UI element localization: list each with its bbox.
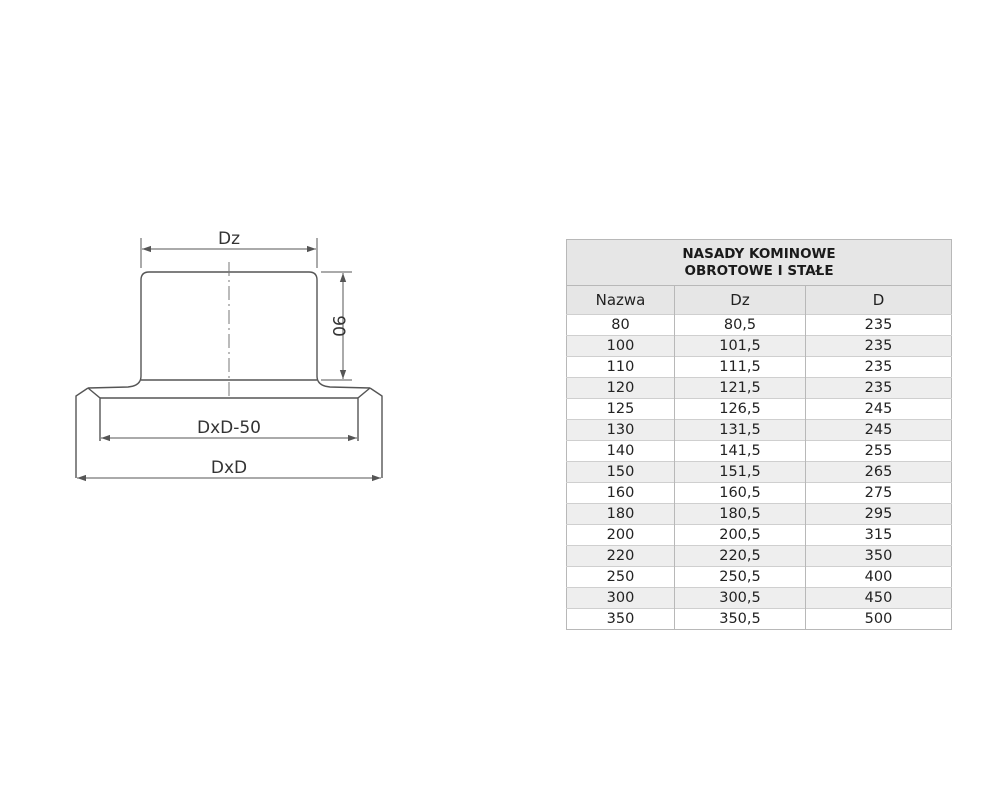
cell-nazwa: 150	[567, 462, 675, 483]
cell-dz: 141,5	[675, 441, 806, 462]
cell-d: 500	[806, 609, 952, 630]
cell-dz: 101,5	[675, 336, 806, 357]
table-title	[567, 240, 952, 286]
cell-nazwa: 220	[567, 546, 675, 567]
cell-dz: 300,5	[675, 588, 806, 609]
cell-nazwa: 300	[567, 588, 675, 609]
cell-d: 265	[806, 462, 952, 483]
cell-dz: 121,5	[675, 378, 806, 399]
table-title-line1: NASADY KOMINOWE	[682, 246, 836, 262]
cell-d: 235	[806, 357, 952, 378]
cell-nazwa: 250	[567, 567, 675, 588]
cell-d: 235	[806, 336, 952, 357]
cell-nazwa: 180	[567, 504, 675, 525]
table-row	[567, 588, 952, 609]
cell-nazwa: 160	[567, 483, 675, 504]
table-row	[567, 483, 952, 504]
table-title-line2: OBROTOWE I STAŁE	[684, 263, 834, 279]
cell-nazwa: 100	[567, 336, 675, 357]
cell-nazwa: 120	[567, 378, 675, 399]
cell-nazwa: 350	[567, 609, 675, 630]
cell-dz: 220,5	[675, 546, 806, 567]
table-row	[567, 315, 952, 336]
cell-d: 400	[806, 567, 952, 588]
table-body	[567, 315, 952, 630]
dim-height-label: 90	[328, 315, 348, 337]
header-nazwa: Nazwa	[567, 286, 675, 315]
cell-dz: 131,5	[675, 420, 806, 441]
table-row	[567, 567, 952, 588]
table-row	[567, 546, 952, 567]
table-row	[567, 504, 952, 525]
spec-table	[566, 239, 952, 630]
table-row	[567, 525, 952, 546]
cell-dz: 111,5	[675, 357, 806, 378]
cell-d: 245	[806, 399, 952, 420]
header-dz: Dz	[675, 286, 806, 315]
cell-dz: 126,5	[675, 399, 806, 420]
cell-d: 315	[806, 525, 952, 546]
header-d: D	[806, 286, 952, 315]
cell-d: 245	[806, 420, 952, 441]
cell-d: 275	[806, 483, 952, 504]
dim-dxd-label: DxD	[210, 458, 248, 478]
flange-right-inner	[358, 388, 370, 441]
cell-nazwa: 110	[567, 357, 675, 378]
cell-dz: 200,5	[675, 525, 806, 546]
cell-nazwa: 80	[567, 315, 675, 336]
flange-left-rim	[76, 388, 88, 478]
cell-dz: 80,5	[675, 315, 806, 336]
table-row	[567, 420, 952, 441]
cell-dz: 160,5	[675, 483, 806, 504]
table-row	[567, 336, 952, 357]
cell-nazwa: 140	[567, 441, 675, 462]
flange-left-curve	[88, 376, 141, 388]
cell-d: 235	[806, 315, 952, 336]
cell-d: 350	[806, 546, 952, 567]
flange-right-rim	[370, 388, 382, 478]
table-row	[567, 378, 952, 399]
dim-dxd-50-label: DxD-50	[196, 418, 262, 438]
cell-d: 235	[806, 378, 952, 399]
cell-d: 255	[806, 441, 952, 462]
cell-dz: 151,5	[675, 462, 806, 483]
cell-nazwa: 125	[567, 399, 675, 420]
cell-dz: 350,5	[675, 609, 806, 630]
table-row	[567, 357, 952, 378]
cell-dz: 250,5	[675, 567, 806, 588]
table-row	[567, 441, 952, 462]
dim-dz-label: Dz	[217, 229, 241, 249]
cell-nazwa: 130	[567, 420, 675, 441]
table-row	[567, 462, 952, 483]
cell-d: 295	[806, 504, 952, 525]
table-row	[567, 399, 952, 420]
cap-outline	[76, 272, 382, 478]
cell-d: 450	[806, 588, 952, 609]
table-row	[567, 609, 952, 630]
cell-dz: 180,5	[675, 504, 806, 525]
cell-nazwa: 200	[567, 525, 675, 546]
flange-left-inner	[88, 388, 100, 441]
